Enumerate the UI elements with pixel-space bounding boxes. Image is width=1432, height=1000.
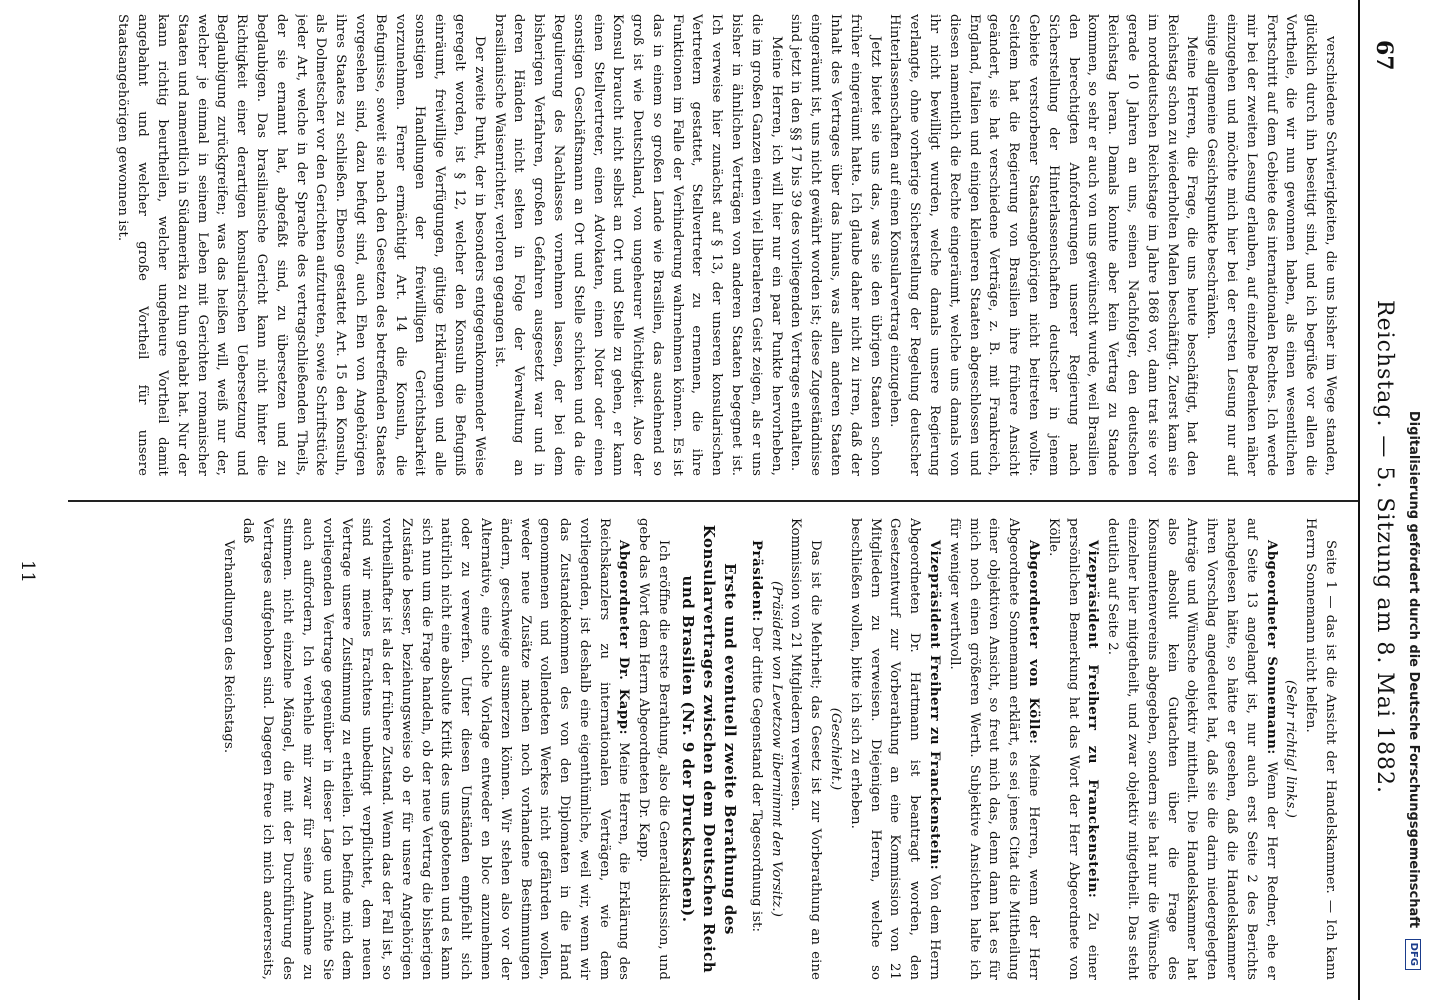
stage-direction: (Geschieht.) xyxy=(828,707,844,791)
paragraph-text: Meine Herren, ich will hier nur ein paar Punkte hervorheben, die im großen Ganzen einen viel liberaleren Geist zeigen, als er uns bisher in ähnlichen Verträgen von anderen Staaten begegnet ist. Ich verweise hier zunächst auf § 13, der unseren konsularischen Vertretern gestattet, Stellvertreter zu ernennen, die ihre Funktionen im Falle der Verhinderung wahrnehmen können. Es ist das in einem so großen Lande wie Brasilien, das ausdehnend so groß ist wie Deutschland, von ungeheurer Wichtigkeit. Also der Konsul braucht nicht selbst an Ort und Stelle zu gehen, er kann einen Stellvertreter, einen Advokaten, einen Notar oder einen sonstigen Geschäftsmann an Ort und Stelle schicken und da die Regulierung des Nachlasses vornehmen lassen, der bei dem bisherigen Verfahren, großen Gefahren ausgesetzt war und in deren Händen nicht selten in Folge der Verwaltung an brasilianische Waisenrichter, verloren gegangen ist. xyxy=(491,14,784,476)
running-title: Reichstag. — 5. Sitzung am 8. Mai 1882. xyxy=(1372,300,1397,794)
paragraph xyxy=(845,518,944,980)
footer-credit-text: Digitalisierung gefördert durch die Deutsche Forschungsgemeinschaft xyxy=(1406,410,1421,929)
speaker-name: Vizepräsident Freiherr zu Franckenstein: xyxy=(927,540,943,871)
paragraph xyxy=(944,518,1043,980)
footer-credit xyxy=(1401,10,1425,970)
paragraph-text: Meine Herren, wenn der Herr Abgeordnete Sonnemann erklärt, es sei jenes Citat die Mittheilung einer objektiven Ansicht, so freut mich das, denn dann hat es für mich noch einen größeren Werth. Subjektive Ansichten halte ich für weniger werthvoll. xyxy=(946,518,1042,980)
paragraph-text: Der dritte Gegenstand der Tagesordnung ist: xyxy=(748,626,764,933)
paragraph-text: Meine Herren, die Frage, die uns heute beschäftigt, hat den Reichstag schon zu wiederholten Malen beschäftigt. Zuerst kam sie im norddeutschen Reichstage im Jahre 1868 vor, dann trat sie vor gerade 10 Jahren an uns, seinen Nachfolger, den deutschen Reichstag heran. Damals konnte aber kein Vertrag zu Stande kommen, so sehr er auch von uns gewünscht wurde, weil Brasilien den berechtigten Anforderungen unserer Regierung nach Sicherstellung der Hinterlassenschaften deutscher in jenem Gebiete verstorbener Staatsangehörigen nicht beitreten wollte. Seitdem hat die Regierung von Brasilien ihre frühere Ansicht geändert, sie hat verschiedene Verträge, z. B. mit Frankreich, England, Italien und einigen kleineren Staaten abgeschlossen und diesen namentlich die Rechte eingeräumt, welche uns damals von ihr nicht bewilligt wurden, welche damals unsere Regierung verlangte, ohne vorherige Sicherstellung der Regelung deutscher Hinterlassenschaften auf einen Konsularvertrag einzugehen. xyxy=(887,14,1200,476)
paragraph-text: Verhandlungen des Reichstags. xyxy=(220,540,236,754)
paragraph-text: Von dem Herrn Abgeordneten Dr. Hartmann ist beantragt worden, den Gesetzentwurf zur Vorberathung an eine Kommission von 21 Mitgliedern zu verweisen. Diejenigen Herren, welche so beschließen wollen, bitte ich sich zu erheben. xyxy=(847,518,943,980)
paragraph-text: Seite 1 — das ist die Ansicht der Handelskammer. — Ich kann Herrn Sonnemann nicht helfen. xyxy=(1303,518,1338,980)
paragraph xyxy=(238,518,634,980)
speaker-name: Abgeordneter Dr. Kapp: xyxy=(616,540,632,736)
right-column xyxy=(20,518,1340,980)
paragraph xyxy=(113,14,489,476)
paragraph xyxy=(885,14,1202,476)
header-rule xyxy=(1358,0,1360,1000)
speaker-name: Vizepräsident Freiherr zu Franckenstein: xyxy=(1085,540,1101,899)
paragraph xyxy=(786,518,826,980)
page-number: 67 xyxy=(1371,40,1397,71)
dfg-logo: DFG xyxy=(1406,939,1422,970)
paragraph xyxy=(1201,14,1340,476)
paragraph xyxy=(1102,518,1280,980)
footer-strip xyxy=(1397,0,1427,1000)
paragraph xyxy=(746,518,766,980)
left-column xyxy=(20,14,1340,476)
paragraph xyxy=(634,518,674,980)
bottom-page-number: 11 xyxy=(17,560,38,583)
column-divider xyxy=(68,500,1358,502)
paragraph-text: Der zweite Punkt, der in besonders entgegenkommender Weise geregelt worden, ist § 12, welcher den Konsuln die Befugniß einräumt, freiwillige Verfügungen, gültige Erklärungen und alle sonstigen Handlungen der freiwilligen Gerichtsbarkeit vorzunehmen. Ferner ermächtigt Art. 14 die Konsuln, die Befugnisse, soweit sie nach den Gesetzen des betreffenden Staates vorgesehen sind, dazu befugt sind, auch Ehen von Angehörigen ihres Staates zu schließen. Ebenso gestattet Art. 15 den Konsuln, als Dolmetscher vor den Gerichten aufzutreten, sowie Schriftstücke jeder Art, welche in der Sprache des vertragschließenden Theils, der sie ernannt hat, abgefaßt sind, zu übersetzen und zu beglaubigen. Das brasilianische Gericht kann nicht hinter die Richtigkeit einer derartigen konsularischen Uebersetzung und Beglaubigung zurückgreifen; was das heißen will, weiß nur der, welcher je einmal in seinem Leben mit Gerichten romanischer Staaten und namentlich in Südamerika zu thun gehabt hat. Nur der kann richtig beurtheilen, welcher ungeheure Vortheil damit angebahnt und welcher große Vortheil für unsere Staatsangehörigen gewonnen ist. xyxy=(115,14,487,476)
paragraph-text: Zu einer persönlichen Bemerkung hat das Wort der Herr Abgeordnete von Kölle. xyxy=(1045,518,1101,980)
paragraph-text: verschiedene Schwierigkeiten, die uns bisher im Wege standen, glücklich durch ihn beseitigt sind, und ich begrüße vor allen die Vortheile, die wir nun gewonnen haben, als einen wesentlichen Fortschritt auf dem Gebiete des internationalen Rechtes. Ich werde mir bei der zweiten Lesung erlauben, auf einzelne Bedenken näher einzugehen und möchte mich hier bei der ersten Lesung nur auf einige allgemeine Gesichtspunkte beschränken. xyxy=(1204,14,1338,476)
section-heading xyxy=(677,518,740,980)
paragraph-text: Jetzt bietet sie uns das, was sie den übrigen Staaten schon früher eingeräumt hatte. Ich glaube daher nicht zu irren, daß der Inhalt des Vertrages über das hinaus, was allen anderen Staaten eingeräumt ist, uns nicht gewährt worden ist; diese Zugeständnisse sind jetzt in den §§ 17 bis 39 des vorliegenden Vertrages enthalten. xyxy=(788,14,883,476)
stage-direction: (Sehr richtig! links.) xyxy=(1283,679,1299,819)
section-heading-text: Erste und eventuell zweite Berathung des Konsularvertrages zwischen dem Deutschen Reich und Brasilien (Nr. 9 der Drucksachen). xyxy=(679,524,740,974)
paragraph-text: Ich eröffne die erste Berathung, also die Generaldiskussion, und gebe das Wort dem Herrn Abgeordneten Dr. Kapp. xyxy=(636,518,672,980)
speaker-name: Abgeordneter Sonnemann: xyxy=(1263,540,1279,755)
paragraph xyxy=(786,14,885,476)
paragraph-text: Wenn der Herr Redner, ehe er auf Seite 13 angelangt ist, nur auch erst Seite 2 des Berichts nachgelesen hätte, so hätte er gesehen, daß die Handelskammer ihren Vorschlag angedeutet hat, daß sie die darin niedergelegten Anträge und Wünsche objektiv mittheilt. Die Handelskammer hat also absolut kein Gutachten über die Frage des Konsumentenvereins abgegeben, sondern sie hat nur die Wünsche einzelner hier mitgetheilt, und zwar objektiv mitgetheilt. Das steht deutlich auf Seite 2. xyxy=(1105,518,1279,980)
paragraph xyxy=(1300,518,1340,980)
paragraph-text: Das ist die Mehrheit; das Gesetz ist zur Vorberathung an eine Kommission von 21 Mitgliedern verwiesen. xyxy=(788,518,824,980)
paragraph-text: Meine Herren, die Erklärung des Reichskanzlers zu internationalen Verträgen, wie dem vorliegenden, ist deshalb eine eigenthümliche, weil wir, wenn wir das Zustandekommen des von den Diplomaten in die Hand genommenen und vollendeten Werkes nicht gefährden wollen, weder neue Zusätze machen noch vorhandene Bestimmungen ändern, geschweige ausmerzen können. Wir stehen also vor der Alternative, eine solche Vorlage entweder en bloc anzunehmen oder zu verwerfen. Unter diesen Umständen empfiehlt sich natürlich nicht eine absolute Kritik des uns gebotenen und es kann sich nun um die Frage handeln, ob der neue Vertrag die bisherigen Zustände besser, beziehungsweise ob er für unsere Angehörigen vortheilhafter ist als der frühere Zustand. Wenn das der Fall ist, so sind wir meines Erachtens unbedingt verpflichtet, dem neuen Vertrage unsere Zustimmung zu ertheilen. Ich befinde mich dem vorliegenden Vertrage gegenüber in dieser Lage und möchte Sie auch auffordern, Ich verhehle mir zwar für seine Annahme zu stimmen. nicht einzelne Mängel, die mit der Durchführung des Vertrages aufgehoben sind. Dagegen freue ich mich andererseits, daß xyxy=(240,518,632,980)
speaker-name: Präsident: xyxy=(748,540,764,623)
stage-direction: (Präsident von Levetzow übernimmt den Vorsitz.) xyxy=(768,581,784,917)
paragraph xyxy=(489,14,786,476)
speaker-name: Abgeordneter von Kölle: xyxy=(1026,540,1042,745)
paragraph xyxy=(1043,518,1102,980)
paragraph xyxy=(218,518,238,980)
